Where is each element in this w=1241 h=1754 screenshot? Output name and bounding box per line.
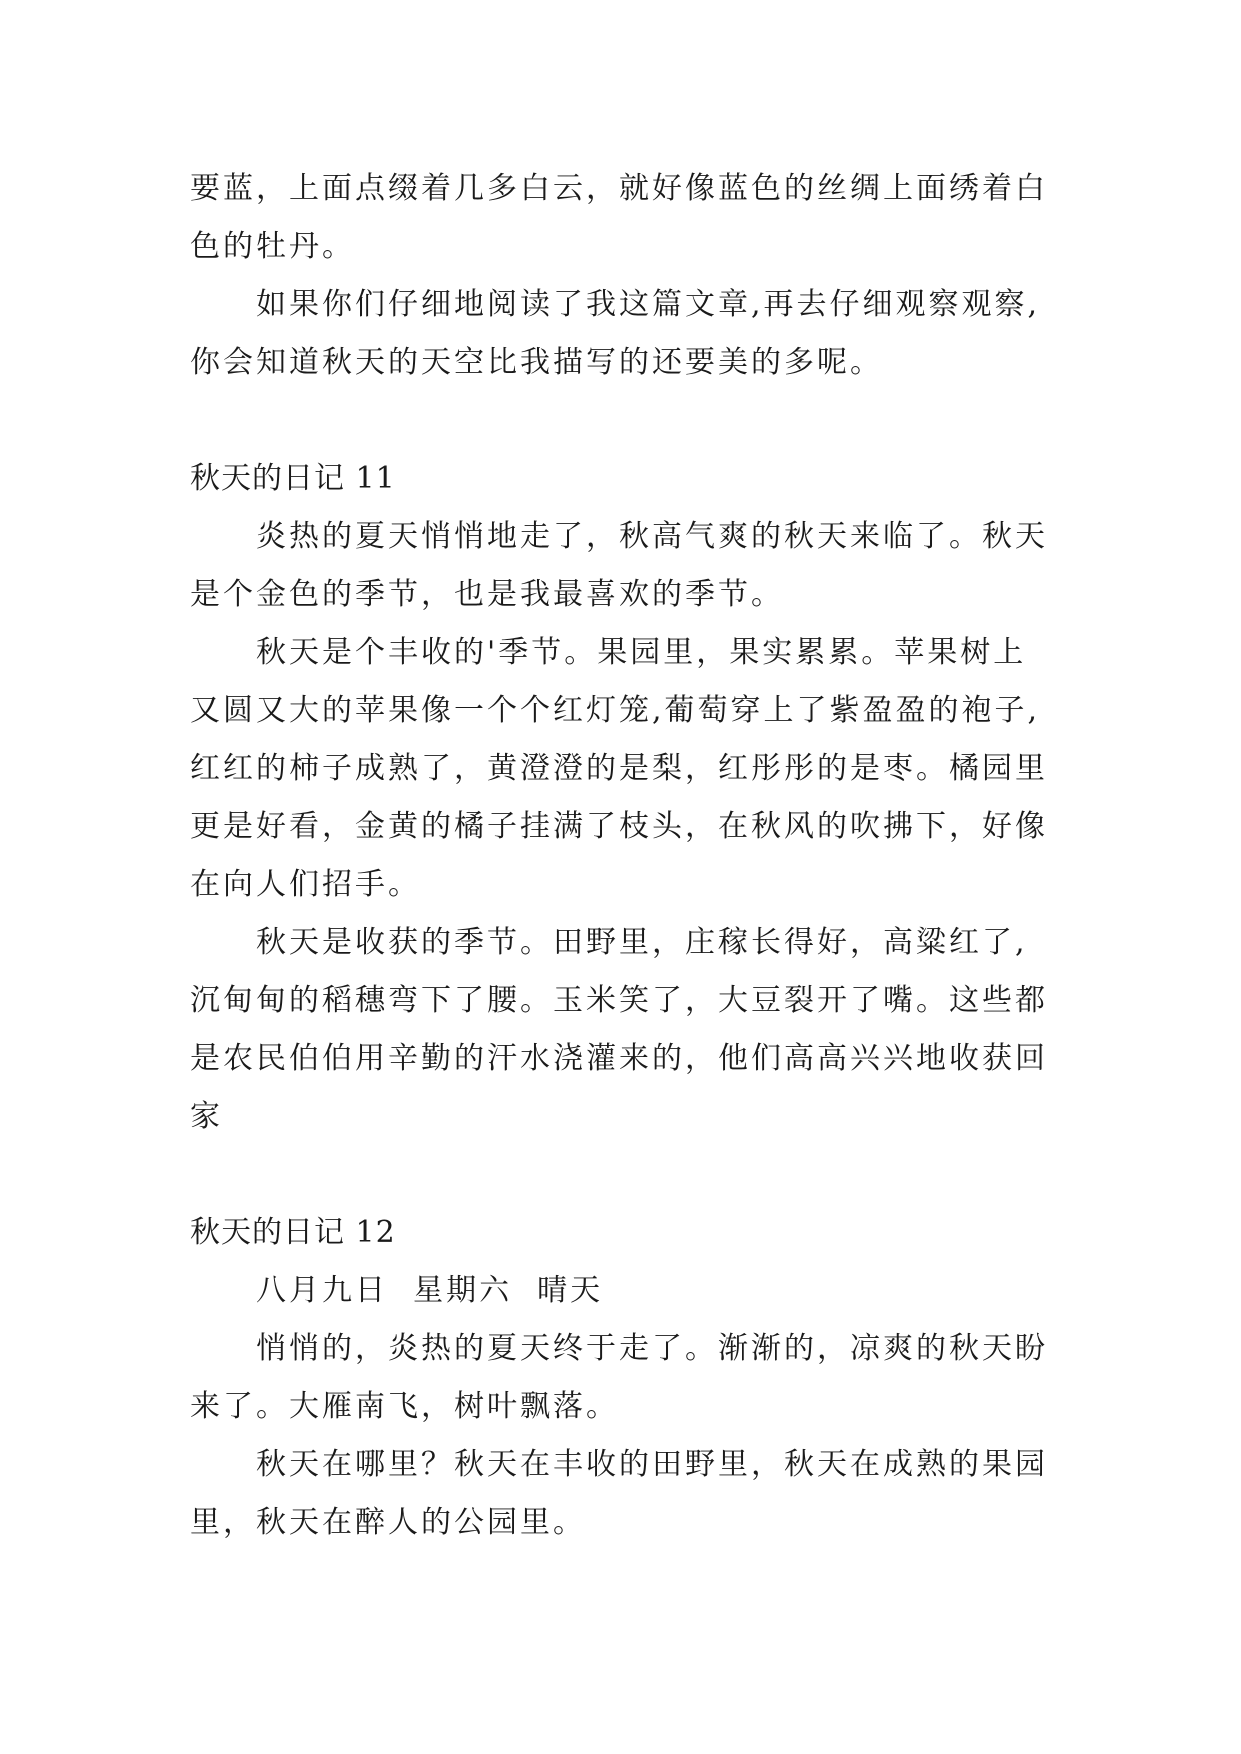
text-line: 炎热的夏天悄悄地走了，秋高气爽的秋天来临了。秋天: [256, 519, 1048, 554]
text-line: 是个金色的季节，也是我最喜欢的季节。: [190, 577, 784, 612]
text-line: 里，秋天在醉人的公园里。: [190, 1505, 586, 1540]
text-line: 是农民伯伯用辛勤的汗水浇灌来的，他们高高兴兴地收获回: [190, 1041, 1048, 1076]
text-line: 悄悄的，炎热的夏天终于走了。渐渐的，凉爽的秋天盼: [256, 1331, 1048, 1366]
text-line: 你会知道秋天的天空比我描写的还要美的多呢。: [190, 345, 883, 380]
text-line: 来了。大雁南飞，树叶飘落。: [190, 1389, 619, 1424]
text-line: 色的牡丹。: [190, 229, 355, 264]
blank-line: [190, 392, 1070, 450]
text-line: 要蓝，上面点缀着几多白云，就好像蓝色的丝绸上面绣着白: [190, 171, 1048, 206]
text-line: 在向人们招手。: [190, 867, 421, 902]
text-line: 秋天是收获的季节。田野里，庄稼长得好，高粱红了,: [256, 925, 1028, 960]
text-line: 秋天是个丰收的'季节。果园里，果实累累。苹果树上: [256, 635, 1027, 670]
text-line: 家: [190, 1099, 223, 1134]
section-title: 秋天的日记 12: [190, 1215, 396, 1250]
text-line: 又圆又大的苹果像一个个红灯笼,葡萄穿上了紫盈盈的袍子,: [190, 693, 1041, 728]
section-title: 秋天的日记 11: [190, 461, 396, 496]
text-line: 如果你们仔细地阅读了我这篇文章,再去仔细观察观察,: [256, 287, 1041, 322]
text-line: 红红的柿子成熟了，黄澄澄的是梨，红彤彤的是枣。橘园里: [190, 751, 1048, 786]
blank-line: [190, 1146, 1070, 1204]
text-line: 更是好看，金黄的橘子挂满了枝头，在秋风的吹拂下，好像: [190, 809, 1048, 844]
text-line: 沉甸甸的稻穗弯下了腰。玉米笑了，大豆裂开了嘴。这些都: [190, 983, 1048, 1018]
document-body: [190, 160, 1070, 1552]
text-line: 秋天在哪里？秋天在丰收的田野里，秋天在成熟的果园: [256, 1447, 1048, 1482]
diary-date-line: 八月九日 星期六 晴天: [256, 1273, 604, 1308]
